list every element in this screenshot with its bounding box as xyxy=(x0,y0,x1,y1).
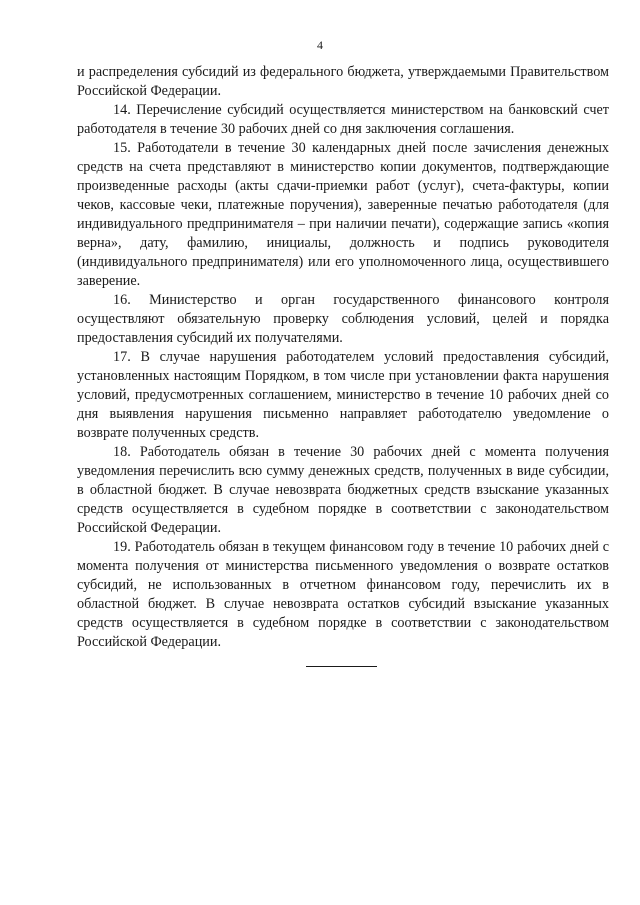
end-of-document-rule xyxy=(306,666,377,667)
paragraph-18: 18. Работодатель обязан в течение 30 рабочих дней с момента получения уведомления перечислить всю сумму денежных средств, полученных в виде субсидии, в областной бюджет. В случае невозврата бюджетных средств взыскание указанных средств осуществляется в судебном порядке в соответствии с законодательством Российской Федерации. xyxy=(77,444,609,536)
paragraph-14: 14. Перечисление субсидий осуществляется министерством на банковский счет работодателя в течение 30 рабочих дней со дня заключения соглашения. xyxy=(77,102,609,137)
paragraph-19: 19. Работодатель обязан в текущем финансовом году в течение 10 рабочих дней с момента получения от министерства письменного уведомления о возврате остатков субсидий, не использованных в отчетном финансовом году, перечислить их в областной бюджет. В случае невозврата остатков субсидий взыскание указанных средств осуществляется в судебном порядке в соответствии с законодательством Российской Федерации. xyxy=(77,539,609,650)
paragraph-continuation: и распределения субсидий из федерального бюджета, утверждаемыми Правительством Российской Федерации. xyxy=(77,64,609,99)
paragraph-17: 17. В случае нарушения работодателем условий предоставления субсидий, установленных настоящим Порядком, в том числе при установлении факта нарушения условий, предусмотренных соглашением, министерство в течение 10 рабочих дней со дня выявления нарушения письменно направляет работодателю уведомление о возврате полученных средств. xyxy=(77,349,609,441)
document-body xyxy=(77,63,609,652)
paragraph-15: 15. Работодатели в течение 30 календарных дней после зачисления денежных средств на счета представляют в министерство копии документов, подтверждающие произведенные расходы (акты сдачи-приемки работ (услуг), счета-фактуры, копии чеков, кассовые чеки, платежные поручения), заверенные печатью работодателя (для индивидуального предпринимателя – при наличии печати), содержащие запись «копия верна», дату, фамилию, инициалы, должность и подпись руководителя (индивидуального предпринимателя) или его уполномоченного лица, осуществившего заверение. xyxy=(77,140,609,289)
paragraph-16: 16. Министерство и орган государственного финансового контроля осуществляют обязательную проверку соблюдения условий, целей и порядка предоставления субсидий их получателями. xyxy=(77,292,609,346)
page-number: 4 xyxy=(317,38,323,52)
